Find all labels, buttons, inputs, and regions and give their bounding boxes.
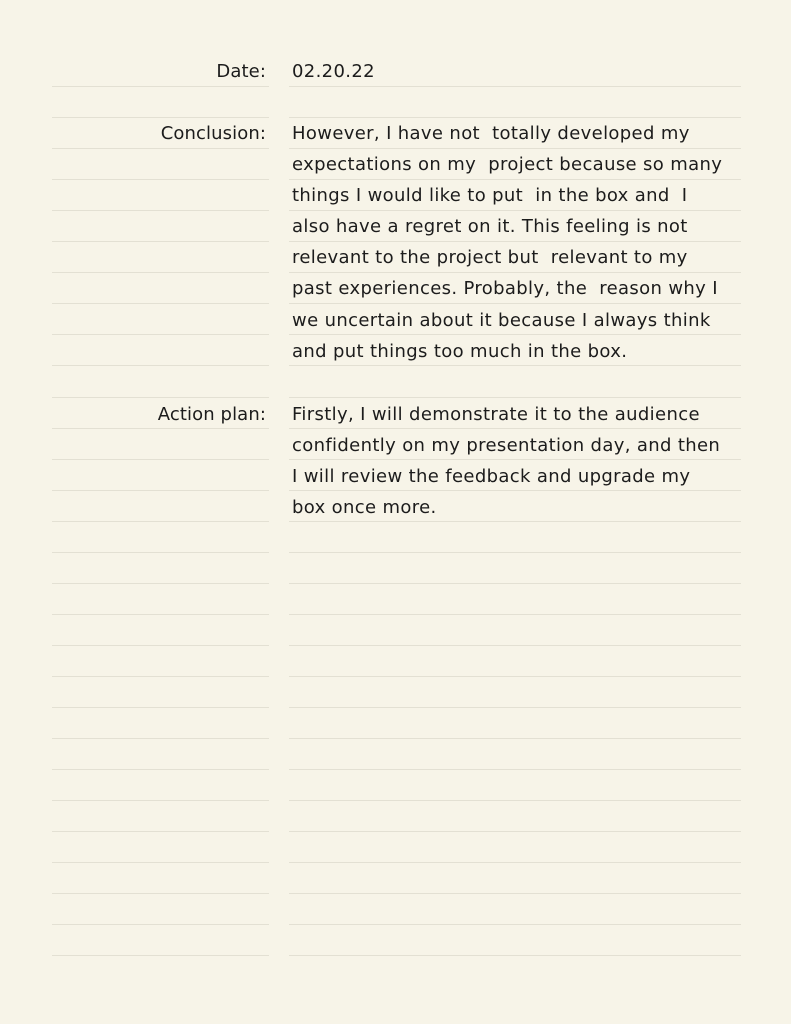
rule-line-right bbox=[289, 862, 741, 863]
rule-line-right bbox=[289, 552, 741, 553]
rule-line-left bbox=[52, 272, 269, 273]
action-plan-text bbox=[292, 399, 762, 523]
rule-line-left bbox=[52, 614, 269, 615]
rule-line-left bbox=[52, 862, 269, 863]
action-plan-line: box once more. bbox=[292, 497, 437, 519]
rule-line-right bbox=[289, 893, 741, 894]
date-value bbox=[292, 56, 762, 87]
rule-line-left bbox=[52, 334, 269, 335]
rule-line-left bbox=[52, 210, 269, 211]
conclusion-line: and put things too much in the box. bbox=[292, 340, 628, 362]
conclusion-text bbox=[292, 118, 762, 367]
rule-line-left bbox=[52, 955, 269, 956]
rule-line-left bbox=[52, 552, 269, 553]
rule-line-right bbox=[289, 397, 741, 398]
conclusion-label: Conclusion: bbox=[160, 123, 266, 144]
action-plan-label: Action plan: bbox=[157, 404, 266, 425]
action-plan-line: I will review the feedback and upgrade my bbox=[292, 466, 691, 488]
rule-line-right bbox=[289, 676, 741, 677]
rule-line-right bbox=[289, 800, 741, 801]
rule-line-right bbox=[289, 738, 741, 739]
rule-line-left bbox=[52, 831, 269, 832]
conclusion-line: relevant to the project but relevant to my bbox=[292, 247, 688, 269]
rule-line-right bbox=[289, 614, 741, 615]
rule-line-left bbox=[52, 738, 269, 739]
rule-line-left bbox=[52, 583, 269, 584]
date-label: Date: bbox=[216, 61, 266, 82]
rule-line-right bbox=[289, 769, 741, 770]
rule-line-left bbox=[52, 707, 269, 708]
conclusion-line: also have a regret on it. This feeling is not bbox=[292, 216, 688, 238]
rule-line-left bbox=[52, 179, 269, 180]
rule-line-left bbox=[52, 676, 269, 677]
conclusion-line: past experiences. Probably, the reason why I bbox=[292, 278, 718, 300]
rule-line-right bbox=[289, 955, 741, 956]
rule-line-left bbox=[52, 893, 269, 894]
rule-line-right bbox=[289, 645, 741, 646]
rule-line-left bbox=[52, 769, 269, 770]
conclusion-line: things I would like to put in the box and I bbox=[292, 185, 688, 207]
rule-line-left bbox=[52, 397, 269, 398]
rule-line-right bbox=[289, 831, 741, 832]
rule-line-left bbox=[52, 459, 269, 460]
conclusion-line: expectations on my project because so many bbox=[292, 154, 723, 176]
rule-line-left bbox=[52, 365, 269, 366]
rule-line-left bbox=[52, 521, 269, 522]
rule-line-left bbox=[52, 800, 269, 801]
rule-line-left bbox=[52, 924, 269, 925]
action-plan-line: Firstly, I will demonstrate it to the audience bbox=[292, 404, 700, 425]
conclusion-line: we uncertain about it because I always think bbox=[292, 309, 711, 331]
rule-line-left bbox=[52, 303, 269, 304]
date-value-text: 02.20.22 bbox=[292, 61, 375, 82]
rule-line-left bbox=[52, 490, 269, 491]
conclusion-line: However, I have not totally developed my bbox=[292, 123, 690, 144]
rule-line-right bbox=[289, 583, 741, 584]
rule-line-right bbox=[289, 924, 741, 925]
rule-line-left bbox=[52, 645, 269, 646]
rule-line-right bbox=[289, 707, 741, 708]
action-plan-line: confidently on my presentation day, and then bbox=[292, 435, 721, 457]
rule-line-left bbox=[52, 241, 269, 242]
